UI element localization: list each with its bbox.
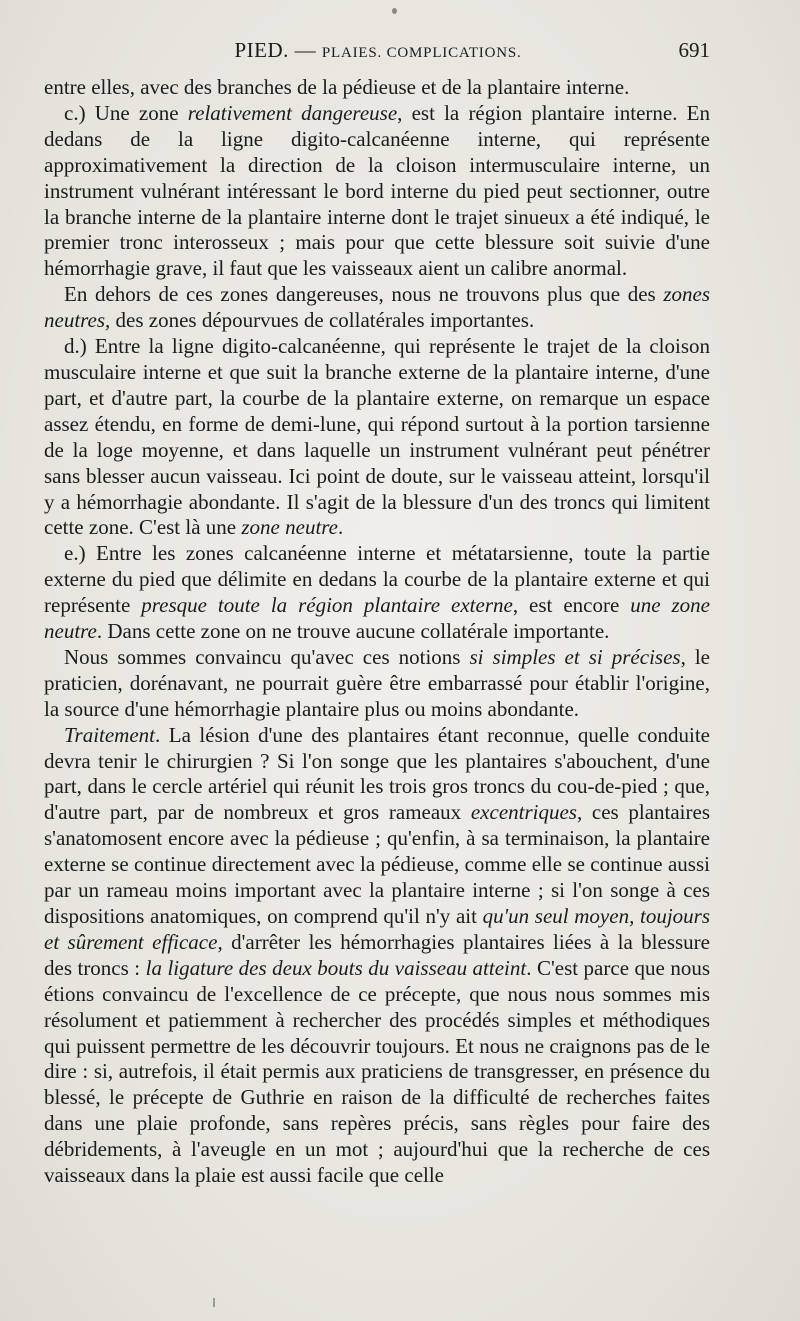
chapter-title: PIED. [234, 38, 289, 62]
paragraph-zone-e: e.) Entre les zones calcanéenne interne et métatarsienne, toute la partie externe du pied que délimite en dedans la courbe de la plantaire externe et qui représente presque toute la région plantaire externe, est encore une zone neutre. Dans cette zone on ne trouve aucune collatérale importante. [44, 541, 710, 644]
running-title [46, 38, 710, 63]
title-dash: — [294, 38, 317, 62]
ink-tick [213, 1298, 215, 1307]
paragraph-zone-c: c.) Une zone relativement dangereuse, est la région plantaire interne. En dedans de la ligne digito-calcanéenne interne, qui représente approximativement la direction de la cloison intermusculaire interne, un instrument vulnérant intéressant le bord interne du pied peut sectionner, outre la branche interne de la plantaire interne dont le trajet sinueux a été indiqué, le premier tronc interosseux ; mais pour que cette blessure soit suivie d'une hémorrhagie grave, il faut que les vaisseaux aient un calibre anormal. [44, 100, 710, 281]
body-text [44, 75, 710, 1189]
paragraph-zone-d: d.) Entre la ligne digito-calcanéenne, qui représente le trajet de la cloison musculaire interne et que suit la branche externe de la plantaire interne, d'une part, et d'autre part, la courbe de la plantaire externe, on remarque un espace assez étendu, en forme de demi-lune, qui répond surtout à la portion tarsienne de la loge moyenne, et dans laquelle un instrument vulnérant peut pénétrer sans blesser aucun vaisseau. Ici point de doute, sur le vaisseau atteint, lorsqu'il y a hémorrhagie abondante. Il s'agit de la blessure d'un des troncs qui limitent cette zone. C'est là une zone neutre. [44, 334, 710, 540]
running-head [46, 38, 710, 66]
paragraph-continuation: entre elles, avec des branches de la pédieuse et de la plantaire interne. [44, 75, 630, 99]
section-heading-traitement: Traitement [64, 722, 156, 747]
ink-speck [392, 8, 397, 14]
paragraph-traitement: Traitement. La lésion d'une des plantaires étant reconnue, quelle conduite devra tenir le chirurgien ? Si l'on songe que les plantaires s'abouchent, d'une part, dans le cercle artériel qui réunit les trois gros troncs du cou-de-pied ; que, d'autre part, par de nombreux et gros rameaux excentriques, ces plantaires s'anatomosent encore avec la pédieuse ; qu'enfin, à sa terminaison, la plantaire externe se continue directement avec la pédieuse, comme elle se continue aussi par un rameau moins important avec la plantaire interne ; si l'on songe à ces dispositions anatomiques, on comprend qu'il n'y ait qu'un seul moyen, toujours et sûrement efficace, d'arrêter les hémorrhagies plantaires liées à la blessure des troncs : la ligature des deux bouts du vaisseau atteint. C'est parce que nous étions convaincu de l'excellence de ce précepte, que nous nous sommes mis résolument et patiemment à rechercher des procédés simples et méthodiques qui puissent permettre de les découvrir toujours. Et nous ne craignons pas de le dire : si, autrefois, il était permis aux praticiens de transgresser, en présence du blessé, le précepte de Guthrie en raison de la difficulté de recherches faites dans une plaie profonde, sans repères précis, sans règles pour faire des débridements, à l'aveugle en un mot ; aujourd'hui que la recherche de ces vaisseaux dans la plaie est aussi facile que celle [44, 722, 711, 1188]
paragraph-conviction: Nous sommes convaincu qu'avec ces notions si simples et si précises, le praticien, dorénavant, ne pourrait guère être embarrassé pour établir l'origine, la source d'une hémorrhagie plantaire plus ou moins abondante. [44, 644, 711, 721]
page-number: 691 [678, 38, 710, 62]
section-subtitle: PLAIES. COMPLICATIONS. [321, 45, 522, 61]
paragraph-zones-neutres: En dehors de ces zones dangereuses, nous ne trouvons plus que des zones neutres, des zones dépourvues de collatérales importantes. [44, 282, 710, 333]
